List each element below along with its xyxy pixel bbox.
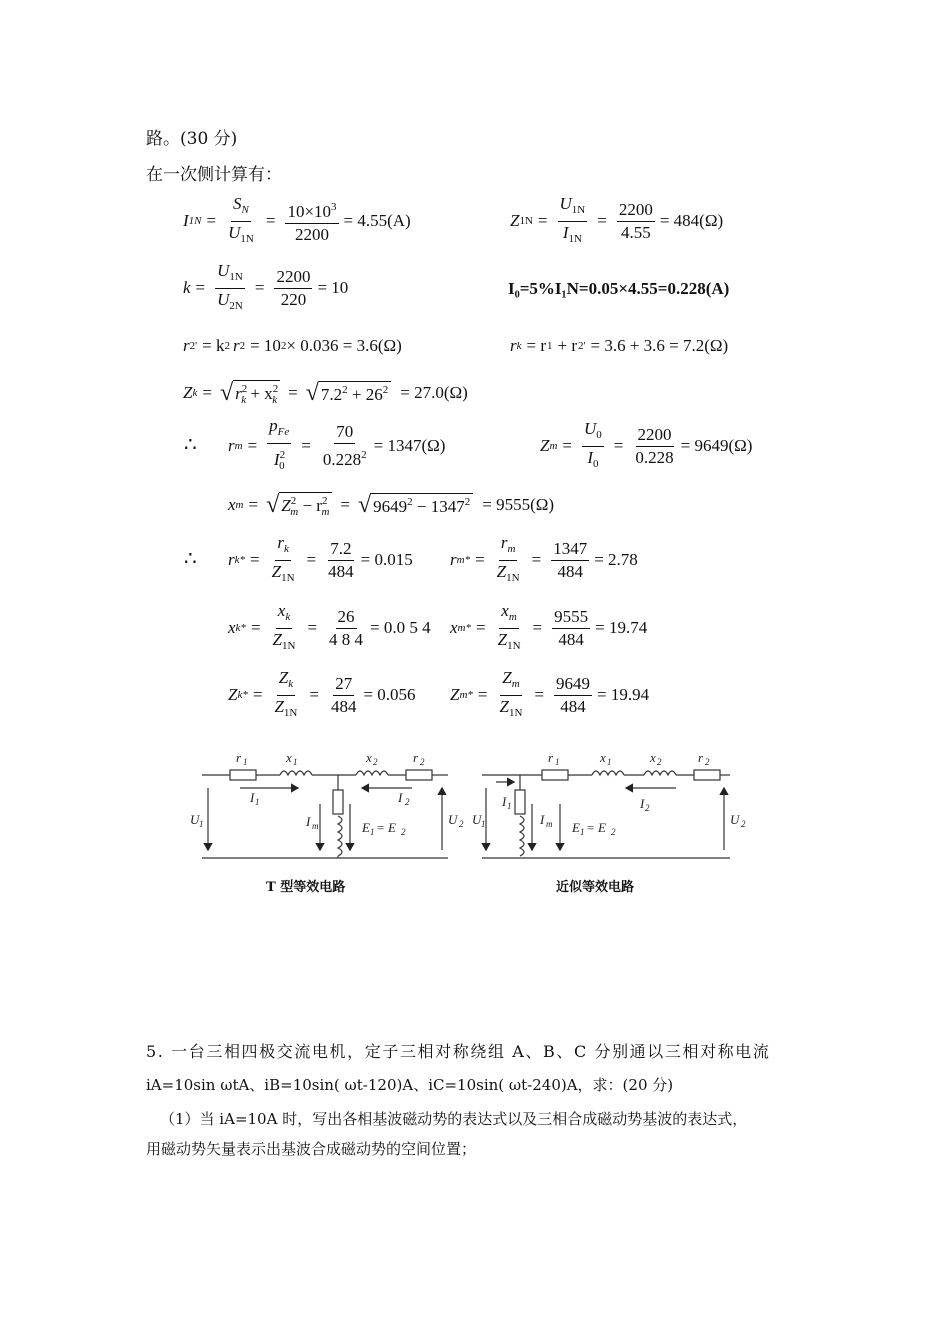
svg-text:1: 1 — [507, 801, 512, 811]
therefore-symbol-2: ∴ — [184, 546, 197, 570]
rm-resistor — [333, 790, 343, 814]
equation-rm-pu: r m* = $\frac{r_m}{Z_{1N}}$ = $\frac{1347}{484}$ = 2.78 — [450, 532, 638, 584]
svg-text:U: U — [448, 812, 458, 827]
svg-text:1: 1 — [481, 819, 486, 829]
equation-xm: x m = √ $Z^2_m - r^2_m$ = √ $9649^2 - 1347^2$ = 9555(Ω) — [228, 492, 555, 518]
svg-text:1: 1 — [255, 797, 260, 807]
svg-text:I: I — [640, 796, 645, 811]
svg-text:m: m — [312, 821, 319, 831]
svg-text:1: 1 — [580, 827, 585, 837]
svg-text:2: 2 — [420, 757, 425, 767]
svg-text:1: 1 — [199, 819, 204, 829]
svg-text:m: m — [546, 819, 553, 829]
t-circuit-caption: T 型等效电路 — [266, 880, 346, 895]
svg-text:x: x — [366, 750, 372, 765]
equation-zk: Z k = √ $r^2_k + x^2_k$ = √ $7.2^2 + 26^2$ = 27.0(Ω) — [183, 380, 468, 406]
svg-text:E: E — [362, 820, 370, 835]
svg-text:= E: = E — [586, 820, 606, 835]
svg-text:1: 1 — [607, 757, 612, 767]
svg-text:r: r — [698, 750, 704, 765]
svg-text:I: I — [502, 794, 507, 809]
equation-k: k = $\frac{U_{1N}}{U_{2N}}$ = $\frac{2200}{220}$ = 10 — [183, 260, 349, 312]
svg-text:U: U — [730, 812, 740, 827]
svg-text:E: E — [572, 820, 580, 835]
equation-r2-prime: r 2 ' = k 2 r 2 = 10 2 × 0.036 = 3.6(Ω) — [183, 336, 402, 355]
svg-text:2: 2 — [401, 827, 406, 837]
svg-text:2: 2 — [405, 797, 410, 807]
svg-text:r: r — [413, 750, 419, 765]
svg-text:2: 2 — [645, 803, 650, 813]
equation-zm-pu: Z m* = $\frac{Z_m}{Z_{1N}}$ = $\frac{9649}{484}$ = 19.94 — [450, 667, 650, 719]
svg-text:I: I — [540, 812, 545, 827]
svg-text:I: I — [306, 814, 311, 829]
svg-text:r: r — [548, 750, 554, 765]
problem5-sub1-line2: 用磁动势矢量表示出基波合成磁动势的空间位置； — [146, 1140, 477, 1158]
problem5-line2: iA=10sin ωtA、iB=10sin( ωt-120)A、iC=10sin( ωt-240)A，求：(20 分) — [146, 1076, 674, 1094]
equation-xm-pu: x m* = $\frac{x_m}{Z_{1N}}$ = $\frac{9555}{484}$ = 19.74 — [450, 600, 648, 652]
svg-text:2: 2 — [373, 757, 378, 767]
equation-i0: I₀=5%I₁N=0.05×4.55=0.228(A) — [508, 279, 730, 298]
svg-text:U: U — [472, 812, 482, 827]
svg-text:x: x — [650, 750, 656, 765]
svg-text:r: r — [236, 750, 242, 765]
section-intro: 在一次侧计算有： — [146, 165, 282, 185]
svg-text:I: I — [398, 790, 403, 805]
svg-text:= E: = E — [376, 820, 396, 835]
svg-text:2: 2 — [705, 757, 710, 767]
section-heading: 路。(30 分) — [146, 129, 238, 149]
equation-rk-pu: r k* = $\frac{r_k}{Z_{1N}}$ = $\frac{7.2}{484}$ = 0.015 — [228, 532, 413, 584]
equation-zk-pu: Z k* = $\frac{Z_k}{Z_{1N}}$ = $\frac{27}{484}$ = 0.056 — [228, 667, 416, 719]
svg-text:x: x — [600, 750, 606, 765]
svg-text:2: 2 — [741, 819, 746, 829]
svg-text:U: U — [190, 812, 200, 827]
equation-i1n: I 1N = $\frac{S_N}{U_{1N}}$ = $\frac{10\times 10^3}{2200}$ = 4.55(A) — [183, 193, 411, 245]
equation-xk-pu: x k* = $\frac{x_k}{Z_{1N}}$ = $\frac{26}{4 8 4}$ = 0.0 5 4 — [228, 600, 431, 652]
svg-text:1: 1 — [293, 757, 298, 767]
svg-text:I: I — [250, 790, 255, 805]
svg-text:x: x — [286, 750, 292, 765]
therefore-symbol: ∴ — [184, 432, 197, 456]
r1-resistor — [230, 770, 256, 780]
equation-z1n: Z 1N = $\frac{U_{1N}}{I_{1N}}$ = $\frac{2200}{4.55}$ = 484(Ω) — [510, 193, 724, 245]
x1-inductor — [280, 771, 312, 775]
x2-inductor — [356, 771, 388, 775]
equation-rk: r k = r 1 + r 2 ' = 3.6 + 3.6 = 7.2(Ω) — [510, 336, 729, 355]
svg-text:2: 2 — [657, 757, 662, 767]
problem5-line1: 5. 一台三相四极交流电机，定子三相对称绕组 A、B、C 分别通以三相对称电流 — [146, 1042, 771, 1061]
svg-text:1: 1 — [370, 827, 375, 837]
problem5-sub1-line1: （1）当 iA=10A 时，写出各相基波磁动势的表达式以及三相合成磁动势基波的表达式， — [160, 1110, 748, 1128]
xm-inductor — [338, 816, 342, 856]
r2-resistor — [406, 770, 432, 780]
equation-zm: Z m = $\frac{U_0}{I_0}$ = $\frac{2200}{0.228}$ = 9649(Ω) — [540, 418, 753, 470]
svg-text:2: 2 — [459, 819, 464, 829]
svg-text:1: 1 — [555, 757, 560, 767]
approx-circuit-caption: 近似等效电路 — [556, 880, 635, 895]
svg-text:1: 1 — [243, 757, 248, 767]
svg-text:2: 2 — [611, 827, 616, 837]
equation-rm: r m = $\frac{p_{Fe}}{I^2_0}$ = $\frac{70}{0.228^2}$ = 1347(Ω) — [228, 416, 446, 472]
